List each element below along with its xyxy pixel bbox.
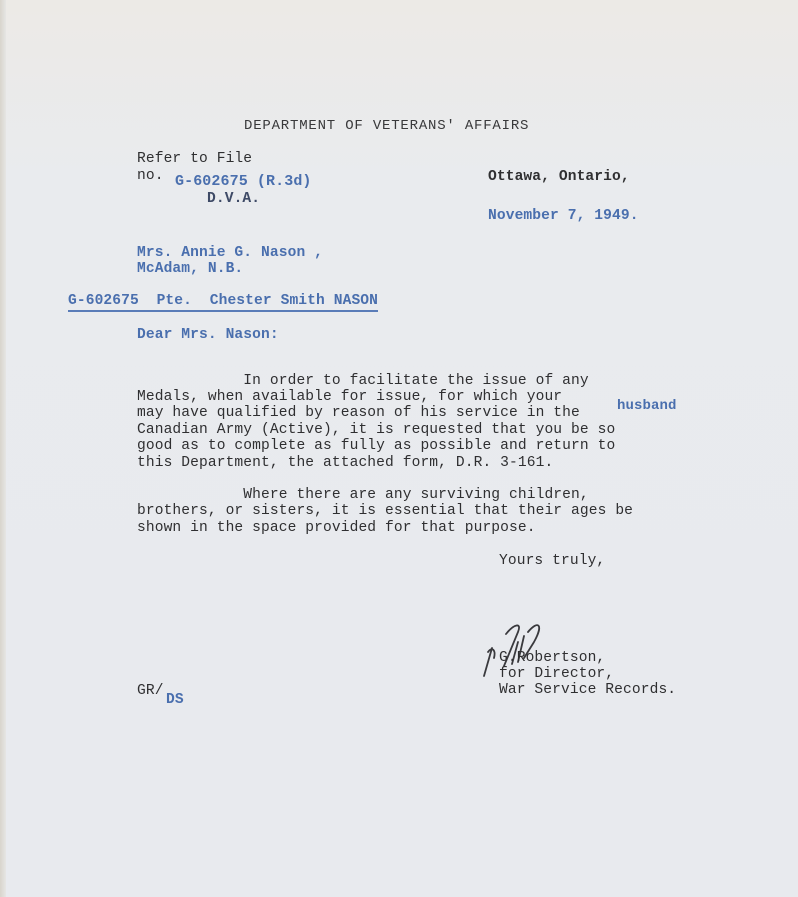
paragraph-line: may have qualified by reason of his service in the [137, 405, 580, 421]
file-reference-label: Refer to File [137, 151, 253, 167]
location: Ottawa, Ontario, [488, 169, 630, 185]
paper-edge [0, 0, 6, 897]
paragraph-line: Where there are any surviving children, [137, 487, 589, 503]
paragraph-line: brothers, or sisters, it is essential that their ages be [137, 503, 634, 519]
file-number-label: no. [137, 168, 164, 184]
file-number: G-602675 (R.3d) [175, 173, 312, 190]
paragraph-line: In order to facilitate the issue of any [137, 373, 589, 389]
letterhead: DEPARTMENT OF VETERANS' AFFAIRS [244, 118, 530, 134]
signatory-office: War Service Records. [499, 682, 677, 698]
paragraph-line: Medals, when available for issue, for which your [137, 389, 563, 405]
inserted-word: husband [617, 398, 677, 414]
signatory-title: for Director, [499, 666, 615, 682]
paragraph-line: good as to complete as fully as possible and return to [137, 438, 616, 454]
salutation: Dear Mrs. Nason: [137, 327, 279, 343]
signatory-name: G.Robertson, [499, 650, 606, 666]
reference-initials-prefix: GR/ [137, 683, 164, 699]
paragraph-line: this Department, the attached form, D.R. 3-161. [137, 455, 554, 471]
recipient-address: McAdam, N.B. [137, 261, 244, 277]
paragraph-line: Canadian Army (Active), it is requested that you be so [137, 422, 616, 438]
closing: Yours truly, [499, 553, 606, 569]
recipient-name: Mrs. Annie G. Nason , [137, 245, 324, 261]
department-abbrev: D.V.A. [207, 191, 261, 207]
letter-date: November 7, 1949. [488, 208, 639, 224]
reference-initials-suffix: DS [166, 692, 184, 708]
subject-line: G-602675 Pte. Chester Smith NASON [68, 293, 378, 312]
paragraph-line: shown in the space provided for that purpose. [137, 520, 536, 536]
